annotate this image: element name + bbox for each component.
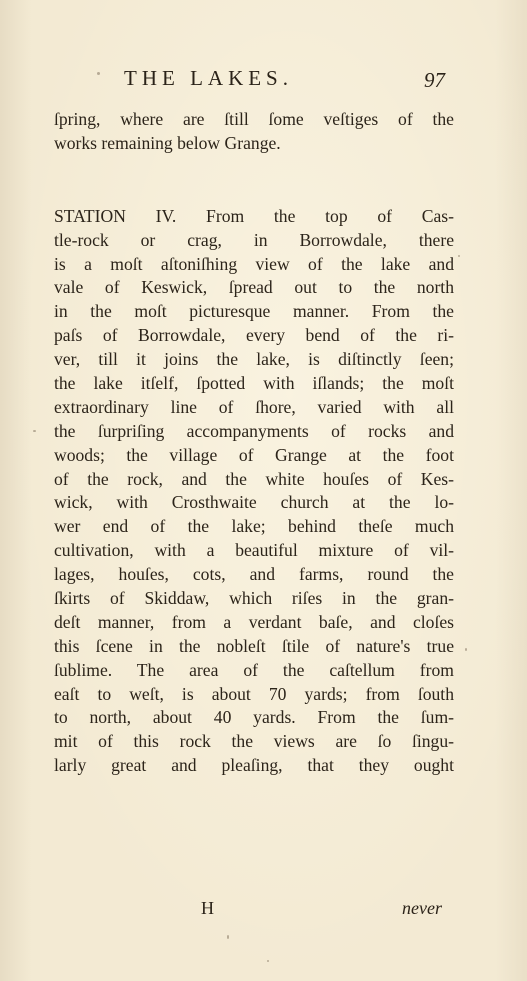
text-line: is a moſt aſtoniſhing view of the lake and [54, 253, 454, 274]
text-line: STATION IV. From the top of Cas- [54, 205, 454, 226]
text-line: deſt manner, from a verdant baſe, and cloſes [54, 611, 454, 632]
text-line: this ſcene in the nobleſt ſtile of nature's true [54, 635, 454, 656]
paper-speck [33, 430, 36, 432]
text-line: ſkirts of Skiddaw, which riſes in the gran- [54, 588, 454, 609]
signature-mark: H [201, 898, 214, 918]
text-line: in the moſt picturesque manner. From the [54, 301, 454, 322]
running-head-title: THE LAKES. [124, 66, 293, 90]
text-line: to north, about 40 yards. From the ſum- [54, 707, 454, 728]
text-line: ſublime. The area of the caſtellum from [54, 659, 454, 680]
paragraph-2 [54, 205, 454, 778]
body-text [54, 108, 454, 778]
text-line: mit of this rock the views are ſo ſingu- [54, 731, 454, 752]
catchword: never [402, 898, 442, 918]
text-line: the ſurpriſing accompanyments of rocks and [54, 420, 454, 441]
page-number: 97 [424, 68, 445, 92]
page-footer [0, 898, 527, 922]
text-line: tle-rock or crag, in Borrowdale, there [54, 229, 454, 250]
text-line: the lake itſelf, ſpotted with iſlands; the moſt [54, 373, 454, 394]
paper-speck [458, 255, 460, 257]
paper-speck [97, 72, 100, 75]
text-line: cultivation, with a beautiful mixture of vil- [54, 540, 454, 561]
text-line: larly great and pleaſing, that they ought [54, 755, 454, 776]
text-line: lages, houſes, cots, and farms, round the [54, 564, 454, 585]
paper-speck [267, 960, 269, 962]
text-line: wick, with Crosthwaite church at the lo- [54, 492, 454, 513]
text-line: extraordinary line of ſhore, varied with all [54, 396, 454, 417]
text-line: vale of Keswick, ſpread out to the north [54, 277, 454, 298]
text-line: ſpring, where are ſtill ſome veſtiges of the [54, 109, 454, 129]
text-line: works remaining below Grange. [54, 132, 281, 153]
text-line: of the rock, and the white houſes of Kes- [54, 468, 454, 489]
paragraph-gap [54, 156, 454, 205]
paper-speck [227, 935, 229, 939]
text-line: paſs of Borrowdale, every bend of the ri- [54, 325, 454, 346]
text-line: woods; the village of Grange at the foot [54, 444, 454, 465]
text-line: wer end of the lake; behind theſe much [54, 516, 454, 537]
text-line: eaſt to weſt, is about 70 yards; from ſouth [54, 683, 454, 704]
text-line: ver, till it joins the lake, is diſtinctly ſeen; [54, 349, 454, 370]
paragraph-1 [54, 108, 454, 156]
paper-speck [465, 648, 467, 651]
running-head [0, 66, 527, 92]
